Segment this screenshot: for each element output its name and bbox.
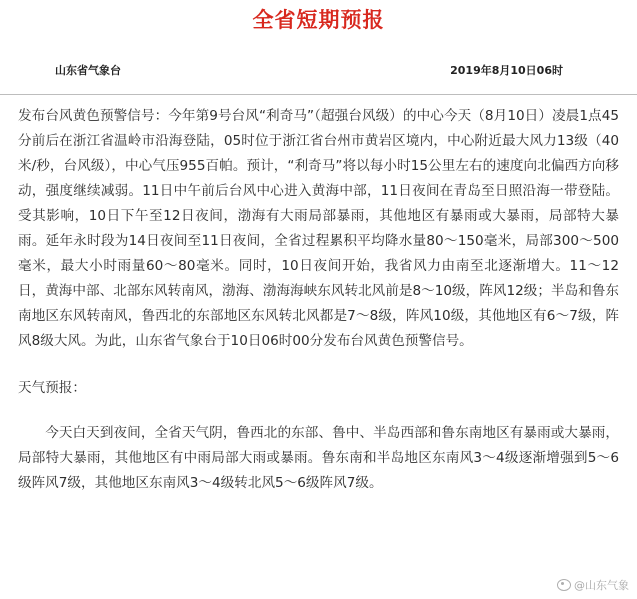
weibo-eye-icon — [557, 579, 571, 591]
typhoon-warning-paragraph: 发布台风黄色预警信号：今年第9号台风“利奇马”（超强台风级）的中心今天（8月10日）凌晨1点45分前后在浙江省温岭市沿海登陆，05时位于浙江省台州市黄岩区境内，中心附近最大风力13级（40米/秒，台风级），中心气压955百帕。预计，“利奇马”将以每小时15公里左右的速度向北偏西方向移动，强度继续减弱。11日中午前后台风中心进入黄海中部，11日夜间在青岛至日照沿海一带登陆。受其影响，10日下午至12日夜间，渤海有大雨局部暴雨，其他地区有暴雨或大暴雨，局部特大暴雨。延年永时段为14日夜间至11日夜间，全省过程累积平均降水量80～150毫米，局部300～500毫米，最大小时雨量60～80毫米。同时，10日夜间开始，我省风力由南至北逐渐增大。11～12日，黄海中部、北部东风转南风，渤海、渤海海峡东风转北风前是8～10级，阵风12级；半岛和鲁东南地区东风转南风，鲁西北的东部地区东风转北风都是7～8级，阵风10级，其他地区有6～7级，阵风8级大风。为此，山东省气象台于10日06时00分发布台风黄色预警信号。 — [18, 108, 619, 349]
watermark — [557, 577, 629, 593]
header-divider — [0, 94, 637, 95]
document-body — [18, 104, 619, 496]
meta-row — [0, 62, 637, 82]
forecast-paragraph: 今天白天到夜间，全省天气阴，鲁西北的东部、鲁中、半岛西部和鲁东南地区有暴雨或大暴雨，局部特大暴雨，其他地区有中雨局部大雨或暴雨。鲁东南和半岛地区东南风3～4级逐渐增强到5～6级阵风7级，其他地区东南风3～4级转北风5～6级阵风7级。 — [18, 425, 619, 491]
issuer-label: 山东省气象台 — [55, 64, 121, 77]
issue-time: 2019年8月10日06时 — [450, 64, 563, 77]
forecast-heading: 天气预报： — [18, 380, 86, 396]
watermark-text: @山东气象 — [574, 579, 629, 592]
document-title: 全省短期预报 — [252, 8, 385, 32]
